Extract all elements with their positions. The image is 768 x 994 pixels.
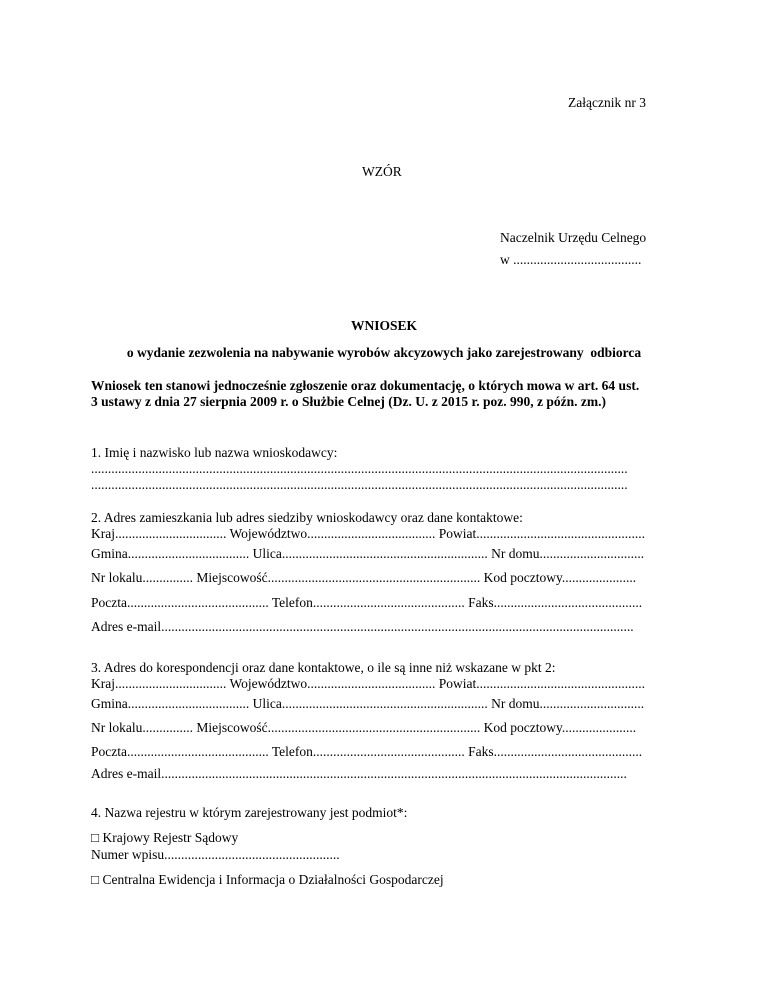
section4-heading: 4. Nazwa rejestru w którym zarejestrowany jest podmiot*: (91, 805, 408, 820)
section1-heading: 1. Imię i nazwisko lub nazwa wnioskodawcy: (91, 445, 338, 460)
document-subtitle: o wydanie zezwolenia na nabywanie wyrobów akcyzowych jako zarejestrowany odbiorca (126, 345, 642, 360)
address-row-municipality: Gmina.................................... Ulica............................................................. Nr domu............................... (91, 546, 645, 561)
template-label: WZÓR (362, 164, 402, 179)
applicant-name-line-1: ............................................................................................................................................................... (91, 461, 628, 476)
corr-row-email: Adres e-mail.......................................................................................................................................... (91, 766, 627, 781)
intro-line-1: Wniosek ten stanowi jednocześnie zgłoszenie oraz dokumentację, o których mowa w art. 64 ust. (91, 378, 640, 393)
address-row-country: Kraj................................. Województwo...................................... Powiat.................................................. (91, 526, 646, 541)
intro-line-2: 3 ustawy z dnia 27 sierpnia 2009 r. o Służbie Celnej (Dz. U. z 2015 r. poz. 990, z późn. zm.) (91, 394, 606, 409)
register-option-ceidg[interactable]: □ Centralna Ewidencja i Informacja o Działalności Gospodarczej (91, 872, 444, 887)
document-title: WNIOSEK (350, 318, 418, 333)
addressee-location: w ...................................... (500, 252, 642, 267)
address-row-contact: Poczta.......................................... Telefon............................................. Faks............................................ (91, 595, 643, 610)
register-option-krs[interactable]: □ Krajowy Rejestr Sądowy (91, 830, 239, 845)
register-number-field: Numer wpisu.................................................... (91, 847, 340, 862)
applicant-name-line-2: ............................................................................................................................................................... (91, 477, 628, 492)
corr-row-country: Kraj................................. Województwo...................................... Powiat.................................................. (91, 676, 646, 691)
section2-heading: 2. Adres zamieszkania lub adres siedziby wnioskodawcy oraz dane kontaktowe: (91, 510, 523, 525)
corr-row-contact: Poczta.......................................... Telefon............................................. Faks............................................ (91, 744, 643, 759)
address-row-email: Adres e-mail............................................................................................................................................ (91, 619, 634, 634)
addressee-office: Naczelnik Urzędu Celnego (500, 230, 647, 245)
corr-row-municipality: Gmina.................................... Ulica............................................................. Nr domu............................... (91, 696, 645, 711)
attachment-number: Załącznik nr 3 (568, 95, 646, 110)
corr-row-locality: Nr lokalu............... Miejscowość............................................................... Kod pocztowy...................... (91, 720, 637, 735)
address-row-locality: Nr lokalu............... Miejscowość............................................................... Kod pocztowy...................... (91, 570, 637, 585)
section3-heading: 3. Adres do korespondencji oraz dane kontaktowe, o ile są inne niż wskazane w pkt 2: (91, 660, 556, 675)
